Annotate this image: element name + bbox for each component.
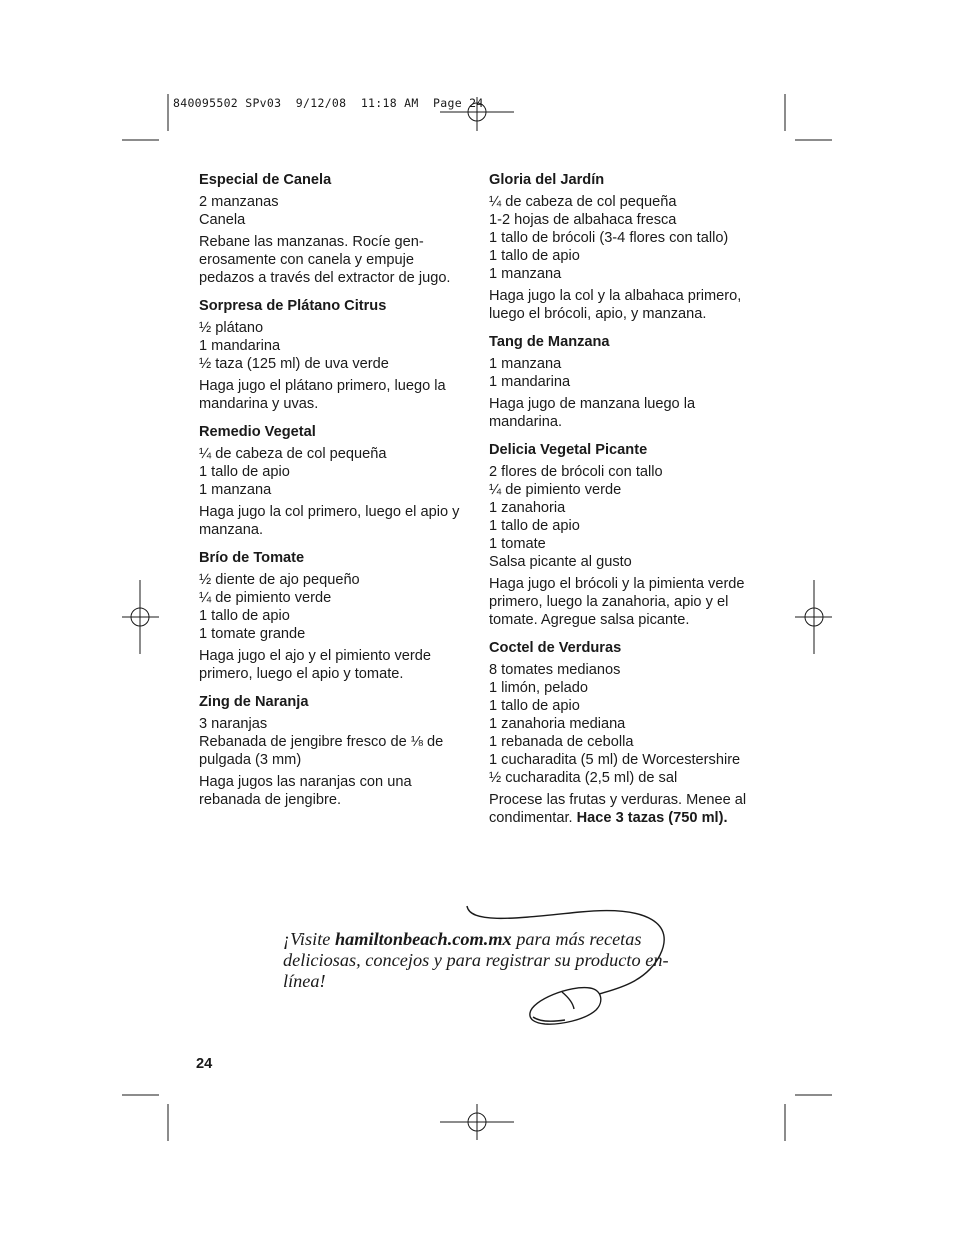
ingredient-list	[199, 715, 469, 769]
ingredient-list	[489, 463, 764, 571]
ingredient: 1 tallo de brócoli (3-4 flores con tallo)	[489, 230, 729, 246]
print-slug: 840095502 SPv03 9/12/08 11:18 AM Page 24	[173, 96, 484, 110]
ingredient: 1 tomate grande	[199, 626, 306, 642]
ingredient: 1-2 hojas de albahaca fresca	[489, 212, 677, 228]
ingredient: 1 manzana	[489, 266, 562, 282]
recipe-title: Brío de Tomate	[199, 550, 305, 566]
ingredient: 1 manzana	[489, 356, 562, 372]
ingredient-list	[199, 319, 469, 373]
recipe-instructions	[489, 791, 764, 827]
ingredient: Canela	[199, 212, 246, 228]
recipe	[199, 171, 469, 287]
page-number: 24	[196, 1056, 213, 1072]
registration-mark-icon	[440, 1104, 514, 1140]
ingredient: ½ taza (125 ml) de uva verde	[199, 356, 389, 372]
recipe	[489, 639, 764, 827]
instructions-text: Haga jugo la col primero, luego el apio y manzana.	[199, 504, 460, 538]
recipe-instructions	[199, 773, 469, 809]
recipe-instructions	[199, 233, 469, 287]
recipe-title: Sorpresa de Plátano Citrus	[199, 298, 387, 314]
recipe	[199, 297, 469, 413]
recipe-title: Tang de Manzana	[489, 334, 610, 350]
ingredient: 1 tallo de apio	[489, 698, 580, 714]
recipe-instructions	[199, 647, 469, 683]
ingredient: 1 mandarina	[199, 338, 281, 354]
recipe	[199, 693, 469, 809]
promo-prefix: ¡Visite	[283, 929, 335, 949]
ingredient: 1 rebanada de cebolla	[489, 734, 634, 750]
ingredient: 1 mandarina	[489, 374, 571, 390]
ingredient-list	[199, 445, 469, 499]
instructions-text: Haga jugo de manzana luego la mandarina.	[489, 396, 696, 430]
recipe-title: Zing de Naranja	[199, 694, 309, 710]
ingredient: ¼ de pimiento verde	[199, 590, 332, 606]
ingredient: ½ diente de ajo pequeño	[199, 572, 360, 588]
recipe-title: Especial de Canela	[199, 172, 332, 188]
recipe	[489, 441, 764, 629]
ingredient: 1 cucharadita (5 ml) de Worcestershire	[489, 752, 741, 768]
ingredient: ¼ de cabeza de col pequeña	[199, 446, 387, 462]
recipe-title: Coctel de Verduras	[489, 640, 622, 656]
promo-suffix: para más recetas deliciosas, concejos y para registrar su producto en-línea!	[283, 929, 669, 991]
ingredient-list	[199, 571, 469, 643]
recipes-left-column	[199, 171, 469, 819]
recipe-instructions	[199, 503, 469, 539]
ingredient-list	[489, 661, 764, 787]
ingredient-list	[199, 193, 469, 229]
recipe	[199, 549, 469, 683]
ingredient-list	[489, 193, 764, 283]
ingredient: 1 limón, pelado	[489, 680, 588, 696]
ingredient: 1 tomate	[489, 536, 546, 552]
ingredient: 2 flores de brócoli con tallo	[489, 464, 663, 480]
recipe-title: Remedio Vegetal	[199, 424, 316, 440]
instructions-text: Procese las frutas y verduras. Menee al condimentar.	[489, 792, 747, 826]
recipe	[489, 333, 764, 431]
ingredient: 3 naranjas	[199, 716, 268, 732]
computer-mouse-icon	[530, 988, 601, 1025]
registration-mark-icon	[795, 580, 832, 654]
ingredient-list	[489, 355, 764, 391]
ingredient: ¼ de cabeza de col pequeña	[489, 194, 677, 210]
recipe-yield: Hace 3 tazas (750 ml).	[576, 810, 728, 826]
promo-text	[283, 929, 683, 992]
recipe	[199, 423, 469, 539]
ingredient: 8 tomates medianos	[489, 662, 621, 678]
ingredient: 1 manzana	[199, 482, 272, 498]
ingredient: ½ cucharadita (2,5 ml) de sal	[489, 770, 678, 786]
ingredient: ¼ de pimiento verde	[489, 482, 622, 498]
ingredient: 1 tallo de apio	[489, 518, 580, 534]
instructions-text: Haga jugo el plátano primero, luego la mandarina y uvas.	[199, 378, 446, 412]
ingredient: 1 zanahoria mediana	[489, 716, 626, 732]
promo-site-link[interactable]: hamiltonbeach.com.mx	[334, 929, 512, 949]
recipe-instructions	[489, 287, 764, 323]
ingredient: 1 tallo de apio	[199, 464, 290, 480]
ingredient: 2 manzanas	[199, 194, 279, 210]
instructions-text: Haga jugos las naranjas con una rebanada de jengibre.	[199, 774, 412, 808]
registration-mark-icon	[122, 580, 159, 654]
instructions-text: Haga jugo el ajo y el pimiento verde primero, luego el apio y tomate.	[199, 648, 432, 682]
ingredient: ½ plátano	[199, 320, 264, 336]
ingredient: 1 zanahoria	[489, 500, 566, 516]
ingredient: 1 tallo de apio	[199, 608, 290, 624]
recipe-title: Gloria del Jardín	[489, 172, 605, 188]
instructions-text: Haga jugo el brócoli y la pimienta verde primero, luego la zanahoria, apio y el tomate. Agregue salsa picante.	[489, 576, 745, 628]
recipes-right-column	[489, 171, 764, 837]
ingredient: Salsa picante al gusto	[489, 554, 632, 570]
ingredient: 1 tallo de apio	[489, 248, 580, 264]
recipe-title: Delicia Vegetal Picante	[489, 442, 648, 458]
instructions-text: Rebane las manzanas. Rocíe gen-erosamente con canela y empuje pedazos a través del extractor de jugo.	[199, 234, 451, 286]
instructions-text: Haga jugo la col y la albahaca primero, luego el brócoli, apio, y manzana.	[489, 288, 742, 322]
recipe-instructions	[199, 377, 469, 413]
recipe-instructions	[489, 575, 764, 629]
recipe	[489, 171, 764, 323]
recipe-instructions	[489, 395, 764, 431]
ingredient: Rebanada de jengibre fresco de ⅛ de pulgada (3 mm)	[199, 734, 444, 768]
